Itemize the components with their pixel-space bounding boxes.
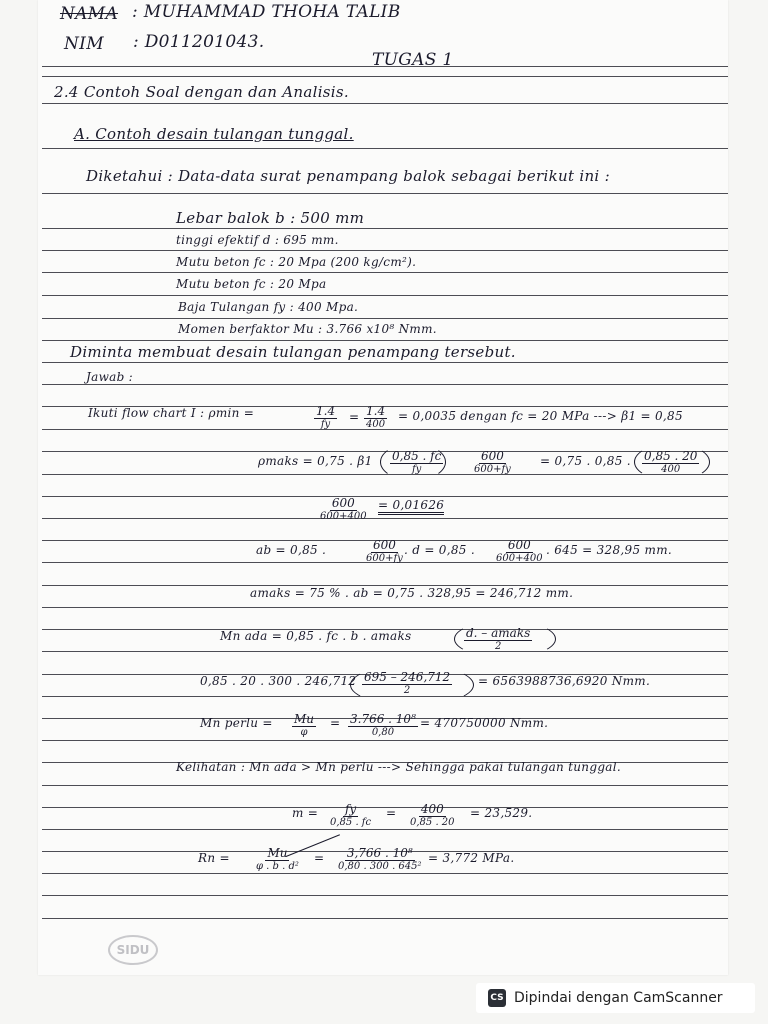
rn-result: = 3,772 MPa.: [428, 851, 515, 865]
notebook-page: [38, 0, 728, 975]
fraction: [494, 538, 545, 564]
fraction: [314, 404, 337, 430]
mn-perlu-result: = 470750000 Nmm.: [420, 716, 549, 730]
fraction: [390, 449, 443, 475]
fraction-denominator: 600+fy: [474, 464, 511, 475]
ruled-line: [42, 193, 728, 194]
ruled-line: [42, 518, 728, 519]
m-label: m =: [292, 806, 319, 820]
ruled-line: [42, 785, 728, 786]
given-item: Lebar balok b : 500 mm: [176, 209, 365, 227]
given-item: Mutu beton fc : 20 Mpa (200 kg/cm²).: [176, 255, 417, 269]
ruled-line: [42, 228, 728, 229]
fraction-numerator: 600: [331, 496, 355, 510]
fraction-numerator: fy: [344, 802, 357, 816]
given-item: Momen berfaktor Mu : 3.766 x10⁸ Nmm.: [178, 322, 437, 336]
fraction: [364, 404, 387, 430]
ruled-line: [42, 651, 728, 652]
conclusion-line: Kelihatan : Mn ada > Mn perlu ---> Sehingga pakai tulangan tunggal.: [176, 760, 622, 774]
ruled-line: [42, 607, 728, 608]
ruled-line: [42, 340, 728, 341]
ruled-line: [42, 318, 728, 319]
given-item: Mutu beton fc : 20 Mpa: [176, 277, 327, 291]
fraction-numerator: 3.766 . 10⁸: [350, 712, 416, 726]
fraction-numerator: Mu: [267, 846, 288, 860]
equals: =: [349, 410, 360, 424]
fraction: [362, 670, 452, 696]
fraction-numerator: 600: [507, 538, 531, 552]
rho-min-label: Ikuti flow chart I : ρmin =: [88, 406, 255, 420]
fraction-denominator: fy: [320, 419, 331, 430]
fraction-denominator: 400: [661, 464, 681, 475]
camscanner-badge: [476, 983, 755, 1013]
given-item: tinggi efektif d : 695 mm.: [176, 233, 339, 247]
equals: =: [330, 716, 341, 730]
subsection-title: A. Contoh desain tulangan tunggal.: [74, 125, 354, 143]
fraction-numerator: d. – amaks: [466, 626, 531, 640]
nama-label: NAMA: [60, 4, 119, 24]
ruled-line: [42, 740, 728, 741]
fraction-numerator: 600: [480, 449, 504, 463]
fraction-denominator: 0,85 . fc: [330, 817, 372, 828]
ruled-line: [42, 148, 728, 149]
fraction-denominator: 600+fy: [366, 553, 403, 564]
ruled-line: [42, 807, 728, 808]
rho-maks-result: = 0,01626: [378, 498, 444, 515]
rn-label: Rn =: [198, 851, 230, 865]
ruled-line: [42, 103, 728, 104]
fraction-denominator: 400: [366, 419, 386, 430]
fraction-denominator: 0,80: [371, 727, 395, 738]
fraction-numerator: 3,766 . 10⁸: [346, 846, 413, 860]
answer-label: Jawab :: [86, 370, 134, 384]
ruled-line: [42, 76, 728, 77]
ruled-line: [42, 272, 728, 273]
fraction-numerator: 0,85 . 20: [644, 449, 698, 463]
fraction: [408, 802, 457, 828]
m-result: = 23,529.: [470, 806, 533, 820]
mn-ada-result: = 6563988736,6920 Nmm.: [478, 674, 651, 688]
fraction: [292, 712, 316, 738]
fraction: [472, 449, 513, 475]
fraction-numerator: 1.4: [316, 404, 336, 418]
notebook-logo: [108, 935, 158, 965]
given-ask: Diminta membuat desain tulangan penampang tersebut.: [70, 343, 516, 361]
fraction-denominator: 0,85 . 20: [410, 817, 455, 828]
fraction-denominator: 0,80 . 300 . 645²: [338, 861, 422, 872]
rho-min-value: = 0,0035 dengan fc = 20 MPa ---> β1 = 0,85: [398, 409, 683, 423]
ruled-line: [42, 895, 728, 896]
camscanner-text: Dipindai dengan CamScanner: [514, 990, 723, 1006]
ab-expr: . d = 0,85 .: [404, 543, 475, 557]
ruled-line: [42, 474, 728, 475]
fraction: [328, 802, 373, 828]
ruled-line: [42, 384, 728, 385]
ruled-line: [42, 829, 728, 830]
fraction-denominator: φ: [300, 727, 308, 738]
rho-maks-expr: = 0,75 . 0,85 .: [540, 454, 631, 468]
nim-value: : D011201043.: [133, 32, 265, 52]
fraction-denominator: 600+400: [320, 511, 367, 522]
mn-ada-label: Mn ada = 0,85 . fc . b . amaks: [220, 629, 412, 643]
fraction-numerator: 0,85 . fc: [392, 449, 442, 463]
camscanner-icon: CS: [488, 989, 506, 1007]
ruled-line: [42, 250, 728, 251]
fraction-denominator: 600+400: [496, 553, 543, 564]
fraction: [254, 846, 301, 872]
fraction: [464, 626, 532, 652]
ab-label: ab = 0,85 .: [256, 543, 327, 557]
fraction-numerator: 1.4: [366, 404, 386, 418]
tugas-title: TUGAS 1: [372, 50, 454, 70]
fraction-numerator: 400: [420, 802, 444, 816]
equals: =: [386, 806, 397, 820]
nim-label: NIM: [64, 34, 104, 54]
fraction: [336, 846, 424, 872]
mn-perlu-label: Mn perlu =: [200, 716, 273, 730]
rho-maks-label: ρmaks = 0,75 . β1: [258, 454, 373, 468]
fraction: [318, 496, 369, 522]
section-title: 2.4 Contoh Soal dengan dan Analisis.: [54, 83, 349, 101]
notebook-logo-text: SIDU: [116, 943, 150, 957]
ab-result: . 645 = 328,95 mm.: [546, 543, 672, 557]
given-intro: Diketahui : Data-data surat penampang balok sebagai berikut ini :: [86, 167, 610, 185]
fraction: [642, 449, 699, 475]
fraction-numerator: Mu: [294, 712, 315, 726]
ruled-line: [42, 873, 728, 874]
equals: =: [314, 851, 325, 865]
fraction: [348, 712, 418, 738]
ruled-line: [42, 918, 728, 919]
nama-value: : MUHAMMAD THOHA TALIB: [132, 2, 401, 22]
fraction-numerator: 600: [372, 538, 396, 552]
ruled-line: [42, 362, 728, 363]
fraction-denominator: fy: [411, 464, 422, 475]
fraction-denominator: 2: [403, 685, 411, 696]
fraction-denominator: φ . b . d²: [256, 861, 299, 872]
fraction: [364, 538, 405, 564]
fraction-numerator: 695 – 246,712: [364, 670, 451, 684]
fraction-denominator: 2: [494, 641, 502, 652]
amaks-line: amaks = 75 % . ab = 0,75 . 328,95 = 246,712 mm.: [250, 586, 574, 600]
given-item: Baja Tulangan fy : 400 Mpa.: [178, 300, 359, 314]
mn-ada-expr: 0,85 . 20 . 300 . 246,712: [200, 674, 357, 688]
ruled-line: [42, 496, 728, 497]
ruled-line: [42, 295, 728, 296]
